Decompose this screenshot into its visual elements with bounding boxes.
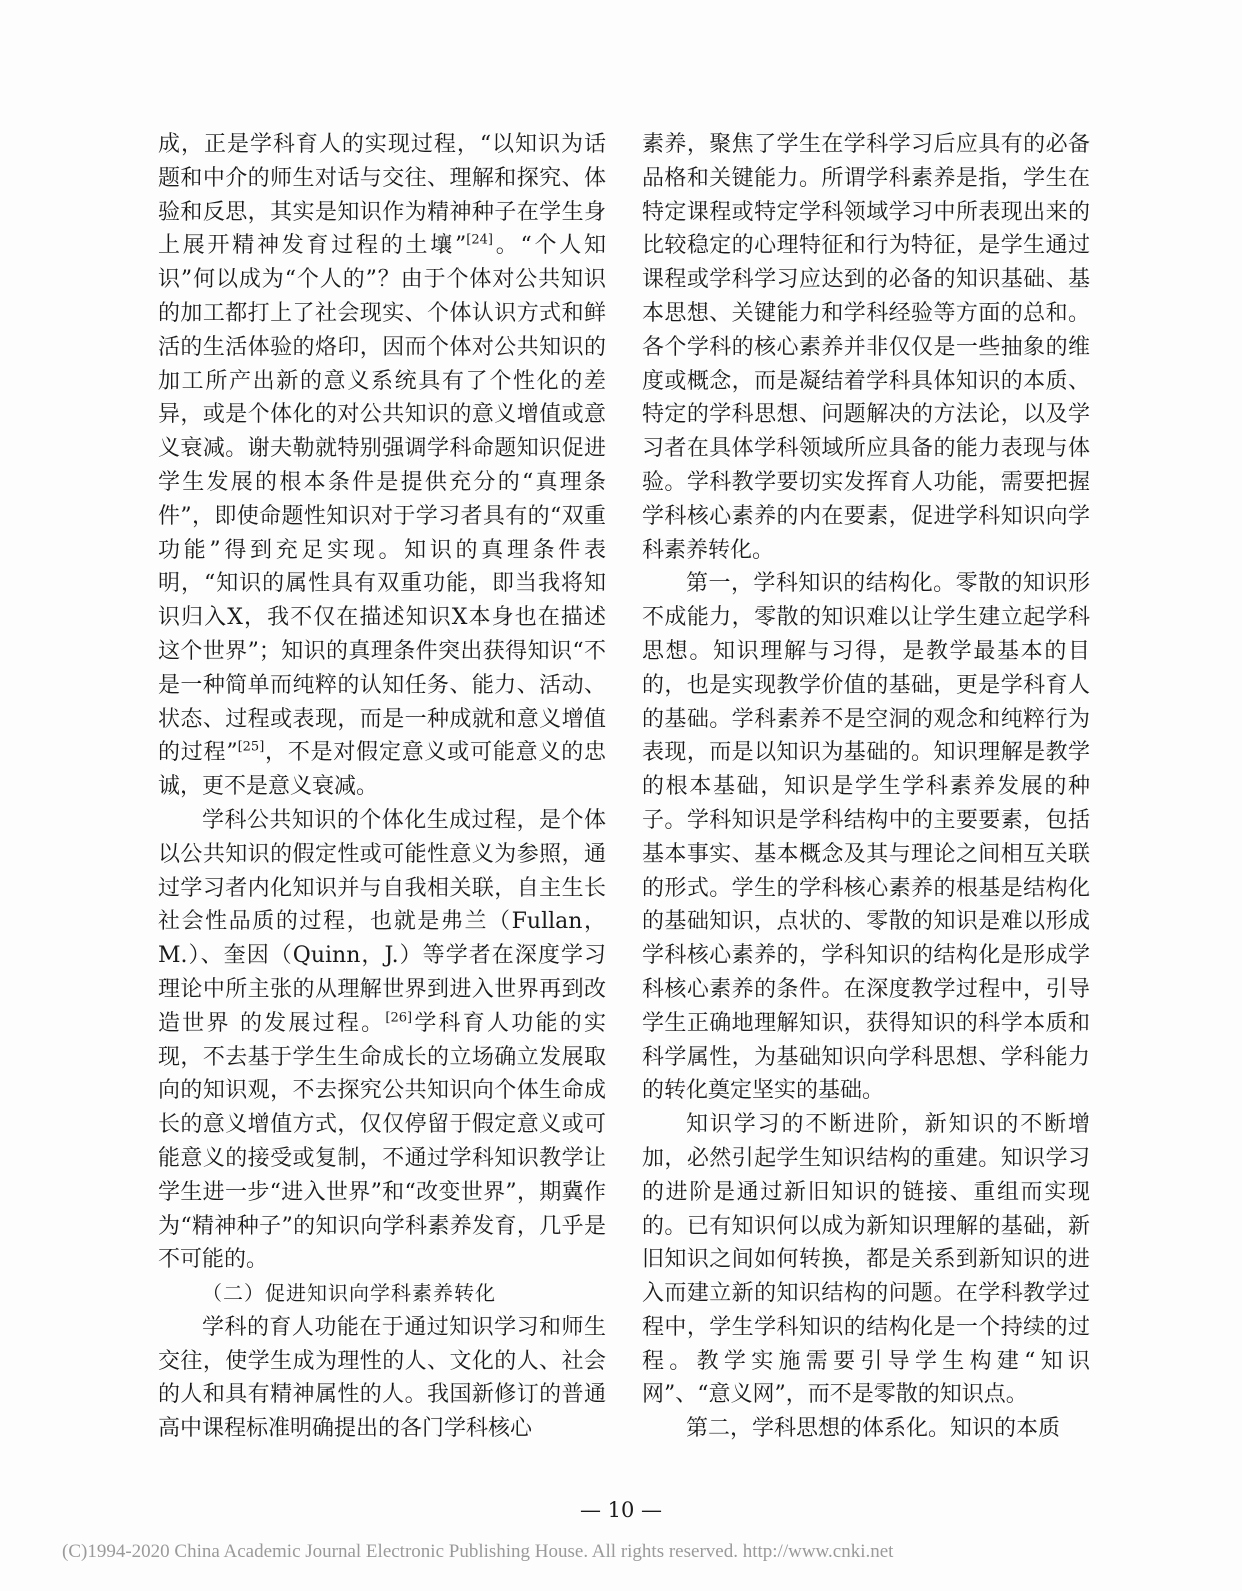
paragraph-text: 成，正是学科育人的实现过程，“以知识为话题和中介的师生对话与交往、理解和探究、体验和反思，其实是知识作为精神种子在学生身上展开精神发育过程的土壤”	[158, 132, 606, 259]
copyright-notice: (C)1994-2020 China Academic Journal Electronic Publishing House. All rights reserved. http://www.cnki.net	[62, 1541, 894, 1562]
section-subheading: （二）促进知识向学科素养转化	[202, 1281, 496, 1306]
citation-ref: [25]	[237, 740, 265, 756]
citation-ref: [24]	[466, 233, 493, 249]
paragraph-text: 。“个人知识”何以成为“个人的”？由于个体对公共知识的加工都打上了社会现实、个体认识方式和鲜活的生活体验的烙印，因而个体对公共知识的加工所产出新的意义系统具有了个性化的差异，或是个体化的对公共知识的意义增值或意义衰减。谢夫勒就特别强调学科命题知识促进学生发展的根本条件是提供充分的“真理条件”，即使命题性知识对于学习者具有的“双重功能”得到充足实现。知识的真理条件表明，“知识的属性具有双重功能，即当我将知识归入X，我不仅在描述知识X本身也在描述这个世界”；知识的真理条件突出获得知识“不是一种简单而纯粹的认知任务、能力、活动、状态、过程或表现，而是一种成就和意义增值的过程”	[158, 233, 607, 766]
paragraph	[158, 128, 606, 804]
paragraph: 第二，学科思想的体系化。知识的本质	[686, 1416, 1061, 1442]
left-text-column	[158, 128, 606, 1446]
right-text-column	[642, 128, 1090, 1446]
citation-ref: [26]	[385, 1010, 413, 1026]
paragraph: 素养，聚焦了学生在学科学习后应具有的必备品格和关键能力。所谓学科素养是指，学生在特定课程或特定学科领域学习中所表现出来的比较稳定的心理特征和行为特征，是学生通过课程或学科学习应达到的必备的知识基础、基本思想、关键能力和学科经验等方面的总和。各个学科的核心素养并非仅仅是一些抽象的维度或概念，而是凝结着学科具体知识的本质、特定的学科思想、问题解决的方法论，以及学习者在具体学科领域所应具备的能力表现与体验。学科教学要切实发挥育人功能，需要把握学科核心素养的内在要素，促进学科知识向学科素养转化。	[642, 132, 1090, 563]
paragraph: 学科的育人功能在于通过知识学习和师生交往，使学生成为理性的人、文化的人、社会的人和具有精神属性的人。我国新修订的普通高中课程标准明确提出的各门学科核心	[158, 1314, 606, 1442]
paragraph-text: 学科育人功能的实现，不去基于学生生命成长的立场确立发展取向的知识观，不去探究公共知识向个体生命成长的意义增值方式，仅仅停留于假定意义或可能意义的接受或复制，不通过学科知识教学让学生进一步“进入世界”和“改变世界”，期冀作为“精神种子”的知识向学科素养发育，几乎是不可能的。	[158, 1010, 606, 1273]
paragraph-text: 学科公共知识的个体化生成过程，是个体以公共知识的假定性或可能性意义为参照，通过学习者内化知识并与自我相关联，自主生长社会性品质的过程，也就是弗兰（Fullan，M.）、奎因（Quinn，J.）等学者在深度学习理论中所主张的从理解世界到进入世界再到改造世界 的发展过程。	[158, 807, 606, 1036]
paragraph-text: ，不是对假定意义或可能意义的忠诚，更不是意义衰减。	[158, 740, 606, 800]
page-number: — 10 —	[579, 1498, 663, 1522]
paragraph: 第一，学科知识的结构化。零散的知识形不成能力，零散的知识难以让学生建立起学科思想。知识理解与习得，是教学最基本的目的，也是实现教学价值的基础，更是学科育人的基础。学科素养不是空洞的观念和纯粹行为表现，而是以知识为基础的。知识理解是教学的根本基础，知识是学生学科素养发展的种子。学科知识是学科结构中的主要要素，包括基本事实、基本概念及其与理论之间相互关联的形式。学生的学科核心素养的根基是结构化的基础知识，点状的、零散的知识是难以形成学科核心素养的，学科知识的结构化是形成学科核心素养的条件。在深度教学过程中，引导学生正确地理解知识，获得知识的科学本质和科学属性，为基础知识向学科思想、学科能力的转化奠定坚实的基础。	[642, 571, 1090, 1104]
paragraph	[158, 804, 606, 1277]
paragraph: 知识学习的不断进阶，新知识的不断增加，必然引起学生知识结构的重建。知识学习的进阶是通过新旧知识的链接、重组而实现的。已有知识何以成为新知识理解的基础，新旧知识之间如何转换，都是关系到新知识的进入而建立新的知识结构的问题。在学科教学过程中，学生学科知识的结构化是一个持续的过程。教学实施需要引导学生构建“知识网”、“意义网”，而不是零散的知识点。	[642, 1112, 1090, 1408]
